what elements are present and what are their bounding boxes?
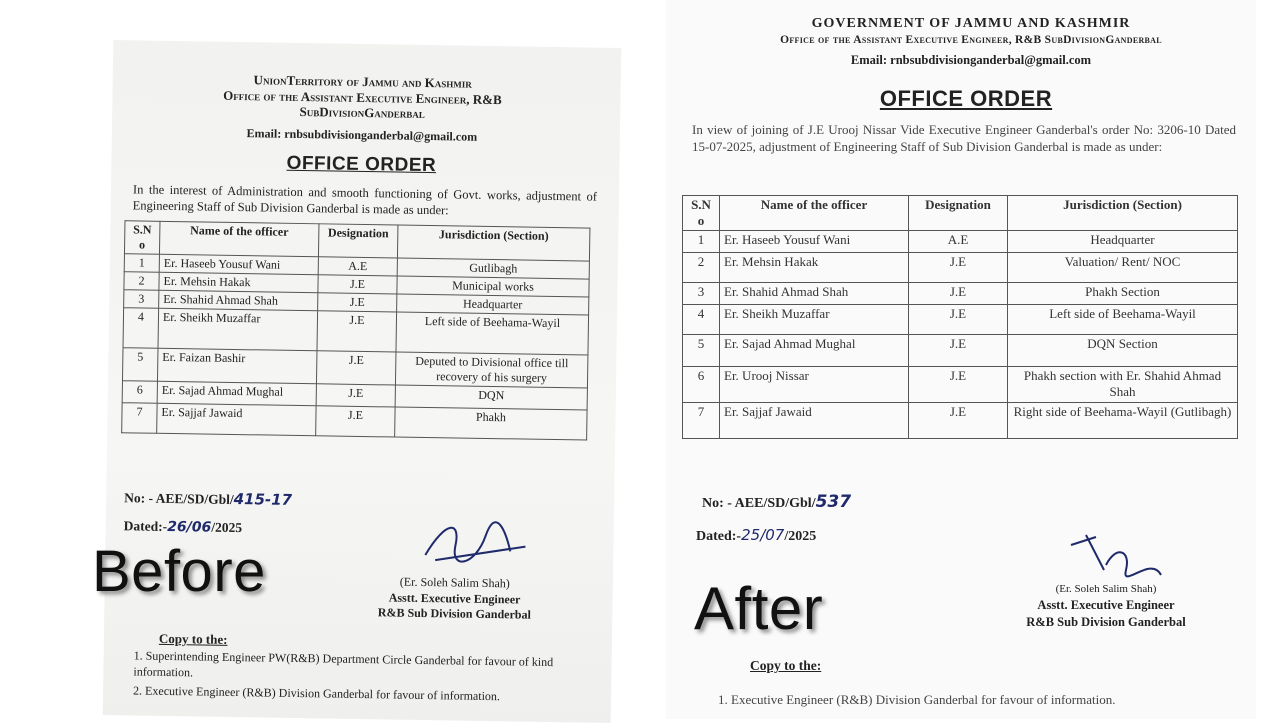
after-cell-sn: 5 xyxy=(683,335,720,367)
before-cell-designation: J.E xyxy=(316,406,395,437)
before-copy-to: Copy to the: xyxy=(158,630,228,647)
before-cell-sn: 5 xyxy=(122,348,158,382)
after-copy-item-1: 1. Executive Engineer (R&B) Division Ganderbal for favour of information. xyxy=(718,692,1116,707)
after-cell-name: Er. Sajjaf Jawaid xyxy=(720,403,909,439)
after-dated xyxy=(696,526,816,545)
before-cell-name: Er. Haseeb Yousuf Wani xyxy=(159,254,318,274)
after-header-line1: GOVERNMENT OF JAMMU AND KASHMIR xyxy=(811,16,1131,31)
after-dated-value: 25/07 xyxy=(741,526,785,544)
before-copies xyxy=(133,647,574,705)
after-table-row xyxy=(683,367,1238,403)
before-col-name: Name of the officer xyxy=(159,221,318,256)
after-cell-sn: 7 xyxy=(683,403,720,439)
before-signatory-name: (Er. Soleh Salim Shah) xyxy=(399,574,510,591)
after-cell-jurisdiction: Phakh Section xyxy=(1008,283,1238,305)
after-cell-designation: A.E xyxy=(909,231,1008,253)
after-copy-to: Copy to the: xyxy=(750,658,822,673)
after-signatory-office: R&B Sub Division Ganderbal xyxy=(1026,614,1186,629)
after-label: After xyxy=(694,575,824,642)
after-cell-jurisdiction: Headquarter xyxy=(1008,231,1238,253)
before-copy-item-1: 1. Superintending Engineer PW(R&B) Department Circle Ganderbal for favour of kind information. xyxy=(133,648,554,680)
after-cell-designation: J.E xyxy=(909,283,1008,305)
after-cell-jurisdiction: DQN Section xyxy=(1008,335,1238,367)
before-cell-name: Er. Sajjaf Jawaid xyxy=(157,403,316,435)
after-cell-sn: 3 xyxy=(683,283,720,305)
before-cell-sn: 7 xyxy=(122,403,157,434)
before-document xyxy=(103,40,622,723)
after-email: Email: rnbsubdivisionganderbal@gmail.com xyxy=(850,53,1092,67)
after-dated-year: /2025 xyxy=(784,529,817,544)
after-dated-label: Dated:- xyxy=(696,529,742,544)
after-table-row xyxy=(683,305,1238,335)
after-cell-designation: J.E xyxy=(909,367,1008,403)
after-cell-sn: 4 xyxy=(683,305,720,335)
after-no-label: No: - AEE/SD/Gbl/ xyxy=(702,496,816,511)
before-cell-sn: 2 xyxy=(124,272,159,291)
before-cell-sn: 4 xyxy=(123,308,159,349)
after-cell-sn: 6 xyxy=(683,367,720,403)
before-cell-jurisdiction: Municipal works xyxy=(397,276,589,297)
before-col-jurisdiction: Jurisdiction (Section) xyxy=(397,225,589,261)
before-cell-name: Er. Sajad Ahmad Mughal xyxy=(157,381,316,405)
after-table-row xyxy=(683,253,1238,283)
before-signatory-office: R&B Sub Division Ganderbal xyxy=(377,605,531,622)
before-title: OFFICE ORDER xyxy=(286,152,437,177)
before-cell-designation: A.E xyxy=(318,257,397,276)
after-cell-jurisdiction: Left side of Beehama-Wayil xyxy=(1008,305,1238,335)
after-signatory-name: (Er. Soleh Salim Shah) xyxy=(1055,583,1157,595)
before-cell-sn: 6 xyxy=(122,381,157,404)
after-table-row xyxy=(683,231,1238,253)
before-cell-jurisdiction: Left side of Beehama-Wayil xyxy=(396,312,589,355)
before-cell-jurisdiction: Deputed to Divisional office till recovery of his surgery xyxy=(395,352,587,388)
before-cell-name: Er. Mehsin Hakak xyxy=(159,272,318,292)
before-cell-name: Er. Shahid Ahmad Shah xyxy=(159,290,318,310)
before-email: Email: rnbsubdivisionganderbal@gmail.com xyxy=(246,126,478,144)
before-cell-designation: J.E xyxy=(318,275,397,294)
before-order-number xyxy=(124,488,292,509)
before-dated-label: Dated:- xyxy=(123,518,168,534)
after-col-jurisdiction: Jurisdiction (Section) xyxy=(1008,196,1238,231)
before-cell-designation: J.E xyxy=(318,293,397,312)
before-no-label: No: - AEE/SD/Gbl/ xyxy=(124,490,234,507)
before-header xyxy=(182,71,543,123)
before-signature xyxy=(415,515,536,577)
after-cell-jurisdiction: Right side of Beehama-Wayil (Gutlibagh) xyxy=(1008,403,1238,439)
after-order-number xyxy=(702,492,851,512)
before-col-sn: S.N o xyxy=(124,221,160,255)
before-header-line1: UnionTerritory of Jammu and Kashmir xyxy=(253,72,472,91)
after-table-row xyxy=(683,283,1238,305)
after-signatory xyxy=(996,582,1216,631)
after-table-row xyxy=(683,335,1238,367)
after-cell-designation: J.E xyxy=(909,253,1008,283)
before-dated-year: /2025 xyxy=(211,519,243,536)
after-signatory-title: Asstt. Executive Engineer xyxy=(1037,597,1175,612)
after-title: OFFICE ORDER xyxy=(879,86,1053,111)
before-cell-sn: 3 xyxy=(124,290,159,309)
before-label: Before xyxy=(92,539,266,604)
after-table xyxy=(682,195,1238,439)
after-table-header xyxy=(683,196,1238,231)
after-cell-name: Er. Mehsin Hakak xyxy=(720,253,909,283)
before-cell-jurisdiction: Phakh xyxy=(395,407,587,440)
before-signatory-title: Asstt. Executive Engineer xyxy=(388,590,521,607)
after-cell-name: Er. Urooj Nissar xyxy=(720,367,909,403)
before-header-line3: SubDivisionGanderbal xyxy=(299,104,425,122)
after-col-sn: S.N o xyxy=(683,196,720,231)
after-cell-name: Er. Haseeb Yousuf Wani xyxy=(720,231,909,253)
before-dated-value: 26/06 xyxy=(167,518,212,536)
after-header-line2: Office of the Assistant Executive Engineer, R&B SubDivisionGanderbal xyxy=(780,34,1162,46)
after-cell-jurisdiction: Valuation/ Rent/ NOC xyxy=(1008,253,1238,283)
after-cell-name: Er. Shahid Ahmad Shah xyxy=(720,283,909,305)
before-table xyxy=(121,220,590,440)
before-dated xyxy=(124,518,243,536)
before-copy-item-2: 2. Executive Engineer (R&B) Division Ganderbal for favour of information. xyxy=(133,683,501,704)
before-cell-jurisdiction: DQN xyxy=(395,385,587,410)
after-table-row xyxy=(683,403,1238,439)
before-cell-jurisdiction: Headquarter xyxy=(397,294,589,315)
after-cell-sn: 1 xyxy=(683,231,720,253)
before-table-row xyxy=(122,403,587,440)
before-cell-designation: J.E xyxy=(317,311,397,352)
before-intro: In the interest of Administration and smooth functioning of Govt. works, adjustment of Engineering Staff of Sub Division Ganderbal is made as under: xyxy=(132,182,598,217)
after-intro: In view of joining of J.E Urooj Nissar Vide Executive Engineer Ganderbal's order No: 3206-10 Dated 15-07-2025, adjustment of Engineering Staff of Sub Division Ganderbal is made as under: xyxy=(692,122,1236,154)
before-cell-name: Er. Sheikh Muzaffar xyxy=(158,308,318,350)
before-header-line2: Office of the Assistant Executive Engineer, R&B xyxy=(223,87,502,107)
after-col-name: Name of the officer xyxy=(720,196,909,231)
before-cell-designation: J.E xyxy=(316,351,396,385)
before-cell-sn: 1 xyxy=(124,254,159,273)
before-cell-jurisdiction: Gutlibagh xyxy=(397,258,589,279)
before-no-value: 415-17 xyxy=(233,489,293,509)
before-signatory xyxy=(354,574,555,624)
before-cell-designation: J.E xyxy=(316,384,395,407)
before-cell-name: Er. Faizan Bashir xyxy=(157,348,316,383)
before-col-designation: Designation xyxy=(318,224,398,258)
after-cell-sn: 2 xyxy=(683,253,720,283)
after-cell-designation: J.E xyxy=(909,305,1008,335)
after-cell-designation: J.E xyxy=(909,335,1008,367)
after-cell-name: Er. Sajad Ahmad Mughal xyxy=(720,335,909,367)
after-cell-jurisdiction: Phakh section with Er. Shahid Ahmad Shah xyxy=(1008,367,1238,403)
after-cell-name: Er. Sheikh Muzaffar xyxy=(720,305,909,335)
after-signature xyxy=(1056,525,1176,585)
after-col-designation: Designation xyxy=(909,196,1008,231)
after-cell-designation: J.E xyxy=(909,403,1008,439)
after-no-value: 537 xyxy=(815,492,852,512)
